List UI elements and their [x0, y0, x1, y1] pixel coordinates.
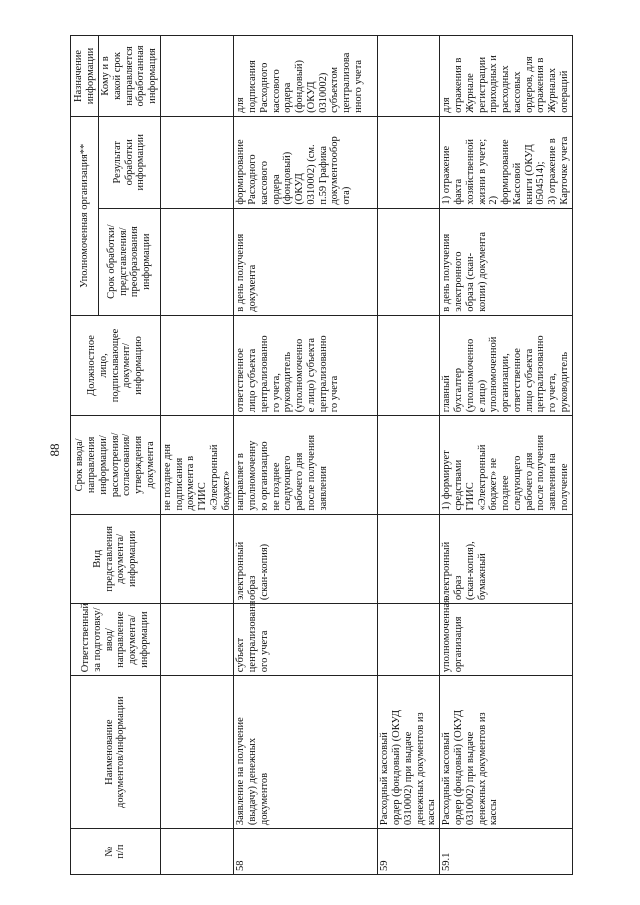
header-name: Наименование документов/информации	[71, 676, 161, 829]
header-deadline: Срок ввода/ направления информации/ рассмотрения/ согласования/ утверждения документа	[71, 416, 161, 514]
cell-num	[160, 829, 234, 875]
header-auth-deadline: Срок обработки/ представления/ преобразования информации	[99, 208, 161, 315]
table-row	[378, 36, 440, 875]
cell-kind: электронный образ (скан-копия), бумажный	[440, 514, 572, 604]
cell-responsible: уполномоченная организация	[440, 604, 572, 676]
cell-responsible	[378, 604, 440, 676]
cell-kind: электронный образ (скан-копия)	[234, 514, 378, 604]
header-responsible: Ответственный за подготовку/ ввод/ направление документа/ информации	[71, 604, 161, 676]
cell-auth-deadline	[160, 208, 234, 315]
cell-num: 59.1	[440, 829, 572, 875]
cell-name: Заявление на получение (выдачу) денежных документов	[234, 676, 378, 829]
header-num: № п/п	[71, 829, 161, 875]
page-number: 88	[47, 443, 62, 457]
cell-name: Расходный кассовый ордер (фондовый) (ОКУД 0310002) при выдаче денежных документов из кассы	[440, 676, 572, 829]
header-official: Должностное лицо, подписывающее документ/ информацию	[71, 315, 161, 416]
cell-purpose: для подписания Расходного кассового ордера (фондовый) (ОКУД 0310002) субъектом централизова нного учета	[234, 36, 378, 117]
table-row	[440, 36, 572, 875]
cell-deadline	[378, 416, 440, 514]
cell-official: главный бухгалтер (уполномоченно е лицо) уполномоченной организации, ответственное лицо субъекта централизованно го учета, руководитель	[440, 315, 572, 416]
header-authorized-org: Уполномоченная организация**	[71, 116, 99, 315]
cell-auth-result: формирование Расходного кассового ордера (фондовый) (ОКУД 0310002) (см. п.59 Графика документообор ота)	[234, 116, 378, 208]
table-row	[160, 36, 234, 875]
cell-name	[160, 676, 234, 829]
cell-num: 59	[378, 829, 440, 875]
cell-auth-deadline: в день получения документа	[234, 208, 378, 315]
cell-auth-deadline: в день получения электронного образа (скан- копии) документа	[440, 208, 572, 315]
cell-official: ответственное лицо субъекта централизованно го учета, руководитель (уполномоченно е лицо) субъекта централизованно го учета	[234, 315, 378, 416]
cell-official	[378, 315, 440, 416]
cell-official	[160, 315, 234, 416]
rotated-table-container	[70, 35, 640, 875]
cell-name: Расходный кассовый ордер (фондовый) (ОКУД 0310002) при выдаче денежных документов из кассы	[378, 676, 440, 829]
cell-purpose: для отражения в Журнале регистрации приходных и расходных кассовых ордеров, для отражения в Журналах операций	[440, 36, 572, 117]
cell-auth-result	[378, 116, 440, 208]
cell-num: 58	[234, 829, 378, 875]
cell-kind	[378, 514, 440, 604]
cell-auth-result: 1) отражение факта хозяйственной жизни в учете; 2) формирование Кассовой книги (ОКУД 0504514); 3) отражение в Карточке учета	[440, 116, 572, 208]
cell-auth-deadline	[378, 208, 440, 315]
document-flow-table	[70, 35, 573, 875]
cell-responsible: субъект централизованн ого учета	[234, 604, 378, 676]
cell-deadline: 1) формирует средствами ГИИС «Электронный бюджет» не позднее следующего рабочего дня после получения заявления на получение	[440, 416, 572, 514]
header-purpose: Назначение информации	[71, 36, 99, 117]
cell-deadline: направляет в уполномоченну ю организацию не позднее следующего рабочего дня после получения заявления	[234, 416, 378, 514]
cell-purpose	[160, 36, 234, 117]
cell-purpose	[378, 36, 440, 117]
cell-responsible	[160, 604, 234, 676]
cell-deadline: не позднее дня подписания документа в ГИИС «Электронный бюджет»	[160, 416, 234, 514]
cell-auth-result	[160, 116, 234, 208]
header-auth-result: Результат обработки информации	[99, 116, 161, 208]
table-row	[234, 36, 378, 875]
header-purpose-sub: Кому и в какой срок направляется обработанная информация	[99, 36, 161, 117]
cell-kind	[160, 514, 234, 604]
header-kind: Вид представления документа/ информации	[71, 514, 161, 604]
